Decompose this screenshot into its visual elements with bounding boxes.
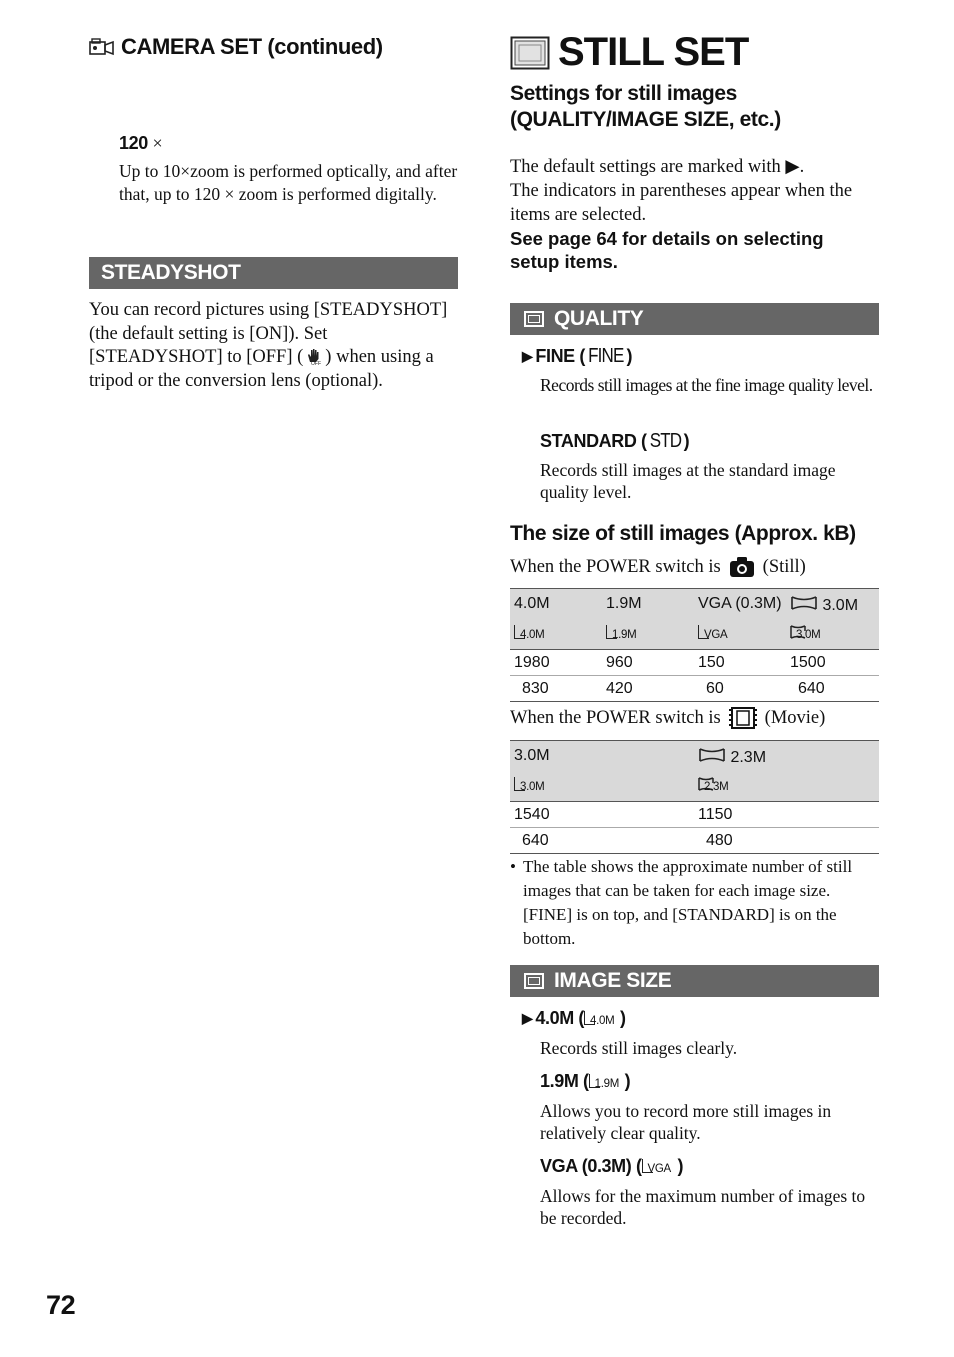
- image-size-bar-label: IMAGE SIZE: [554, 969, 672, 992]
- still-table-header-row: [510, 589, 879, 620]
- camera-set-heading: [89, 34, 383, 60]
- fine-label: FINE (: [535, 346, 585, 366]
- default-marker-icon: ▶: [522, 1010, 533, 1026]
- size-vga-icon: VGA: [642, 1157, 678, 1177]
- still-size-table: [510, 588, 879, 702]
- still-header-cell: 1.9M: [602, 589, 694, 620]
- still-camera-icon: [729, 556, 755, 578]
- movie-size-table: [510, 740, 879, 854]
- fine-glyph: FINE: [588, 345, 624, 367]
- steadyshot-section-bar: [89, 257, 458, 289]
- settings-sub-line2: (QUALITY/IMAGE SIZE, etc.): [510, 108, 781, 131]
- movie-table-header-row: [510, 741, 879, 772]
- bullet-icon: •: [510, 857, 516, 876]
- size19-close: ): [624, 1071, 631, 1091]
- size-1-9m-icon: 1.9M: [589, 1072, 625, 1092]
- standard-option-title: [522, 430, 689, 453]
- size-vga-option-title: [522, 1156, 683, 1177]
- steadyshot-description: [89, 299, 458, 393]
- still-set-heading: [510, 30, 748, 75]
- size-4m-icon: 4.0M: [514, 623, 550, 643]
- movie-table-glyph-row: [510, 771, 879, 802]
- image-size-section-bar: [510, 965, 879, 997]
- table-note: [510, 855, 879, 951]
- size-4m-description: Records still images clearly.: [540, 1038, 738, 1058]
- movie-header-cell: [694, 741, 879, 772]
- quality-section-bar: [510, 303, 879, 335]
- table-cell: 480: [694, 828, 879, 854]
- power-movie-b: (Movie): [764, 707, 826, 728]
- table-cell: 960: [602, 650, 694, 676]
- table-cell: 1540: [510, 802, 694, 828]
- still-header-3-text: 3.0M: [822, 597, 859, 614]
- size-1-9m-icon: 1.9M: [606, 623, 642, 643]
- movie-header-cell: 3.0M: [510, 741, 694, 772]
- size-vga-icon: VGA: [698, 623, 734, 643]
- fine-description: Records still images at the fine image quality level.: [540, 375, 873, 395]
- zoom-value: 120: [119, 133, 148, 153]
- see-page-line2: setup items.: [510, 251, 618, 272]
- table-cell: 150: [694, 650, 786, 676]
- fine-close: ): [626, 346, 633, 366]
- still-table-fine-row: [510, 650, 879, 676]
- menu-item-icon: [524, 311, 544, 327]
- size-1-9m-option-title: [522, 1071, 630, 1092]
- table-cell: 640: [786, 676, 879, 702]
- size-3m-icon: 3.0M: [514, 775, 550, 795]
- intro-text: [510, 155, 879, 227]
- intro-indicators-line: The indicators in parentheses appear when the items are selected.: [510, 181, 853, 225]
- size40-close: ): [620, 1008, 626, 1028]
- fine-option-title: [522, 345, 632, 368]
- table-cell: 1150: [694, 802, 879, 828]
- still-set-menu-icon: [510, 36, 550, 70]
- table-cell: 1980: [510, 650, 602, 676]
- wide-format-icon: [790, 593, 818, 613]
- size19-label: 1.9M (: [540, 1071, 589, 1091]
- menu-item-icon: [524, 973, 544, 989]
- movie-header-1-text: 2.3M: [730, 749, 767, 766]
- table-note-text: The table shows the approximate number of still images that can be taken for each image size. [FINE] is on top, and [STANDARD] is on the bottom.: [523, 857, 853, 948]
- camera-set-heading-text: CAMERA SET (continued): [121, 34, 383, 59]
- size-3m-wide-icon: 3.0M: [790, 623, 826, 643]
- power-still-a: When the POWER switch is: [510, 556, 721, 577]
- still-set-title: STILL SET: [558, 30, 749, 74]
- sizevga-label: VGA (0.3M) (: [540, 1156, 642, 1176]
- size-heading: The size of still images (Approx. kB): [510, 522, 856, 545]
- size-vga-description: Allows for the maximum number of images to be recorded.: [540, 1186, 866, 1228]
- still-table-glyph-row: [510, 619, 879, 650]
- standard-label: STANDARD (: [540, 431, 647, 451]
- steadyshot-bar-label: STEADYSHOT: [101, 261, 241, 284]
- table-cell: 640: [510, 828, 694, 854]
- standard-description: Records still images at the standard image quality level.: [540, 460, 836, 502]
- still-header-cell: [786, 589, 879, 620]
- table-cell: 830: [510, 676, 602, 702]
- zoom-description: Up to 10×zoom is performed optically, and after that, up to 120 × zoom is performed digitally.: [119, 161, 458, 204]
- standard-close: ): [683, 431, 690, 451]
- sizevga-close: ): [677, 1156, 684, 1176]
- still-header-cell: 4.0M: [510, 589, 602, 620]
- quality-bar-label: QUALITY: [554, 307, 644, 330]
- power-movie-line: [510, 707, 825, 729]
- power-movie-a: When the POWER switch is: [510, 707, 721, 728]
- default-marker-icon: ▶: [522, 348, 533, 364]
- table-cell: 420: [602, 676, 694, 702]
- movie-film-icon: [729, 707, 757, 729]
- size-2-3m-wide-icon: 2.3M: [698, 775, 734, 795]
- steadyshot-text-b: ) when using a tripod or the conversion lens (optional).: [89, 347, 434, 391]
- still-table-standard-row: [510, 676, 879, 702]
- movie-table-fine-row: [510, 802, 879, 828]
- standard-glyph: STD: [649, 430, 681, 452]
- size40-label: 4.0M (: [535, 1008, 584, 1028]
- see-page-line1: See page 64 for details on selecting: [510, 228, 824, 249]
- table-cell: 60: [694, 676, 786, 702]
- intro-default-line: The default settings are marked with ▶.: [510, 157, 805, 177]
- movie-table-standard-row: [510, 828, 879, 854]
- svg-text:OFF: OFF: [311, 361, 322, 365]
- size-4m-icon: 4.0M: [584, 1009, 620, 1029]
- page-number: 72: [46, 1290, 76, 1320]
- settings-sub-line1: Settings for still images: [510, 82, 737, 105]
- wide-format-icon: [698, 745, 726, 765]
- size-1-9m-description: Allows you to record more still images in relatively clear quality.: [540, 1101, 832, 1143]
- table-cell: 1500: [786, 650, 879, 676]
- see-page-note: [510, 227, 824, 273]
- size-4m-option-title: [522, 1008, 626, 1029]
- steadyshot-off-icon: [303, 347, 325, 365]
- power-still-line: [510, 556, 806, 578]
- still-header-cell: VGA (0.3M): [694, 589, 786, 620]
- zoom-mult: ×: [152, 133, 163, 153]
- steadyshot-text-a: You can record pictures using [STEADYSHOT] (the default setting is [ON]). Set [STEADYSHOT] to [OFF] (: [89, 300, 448, 367]
- settings-subheading: [510, 81, 781, 133]
- power-still-b: (Still): [762, 556, 806, 577]
- zoom-120-title: [119, 133, 162, 154]
- camera-menu-icon: [89, 37, 115, 57]
